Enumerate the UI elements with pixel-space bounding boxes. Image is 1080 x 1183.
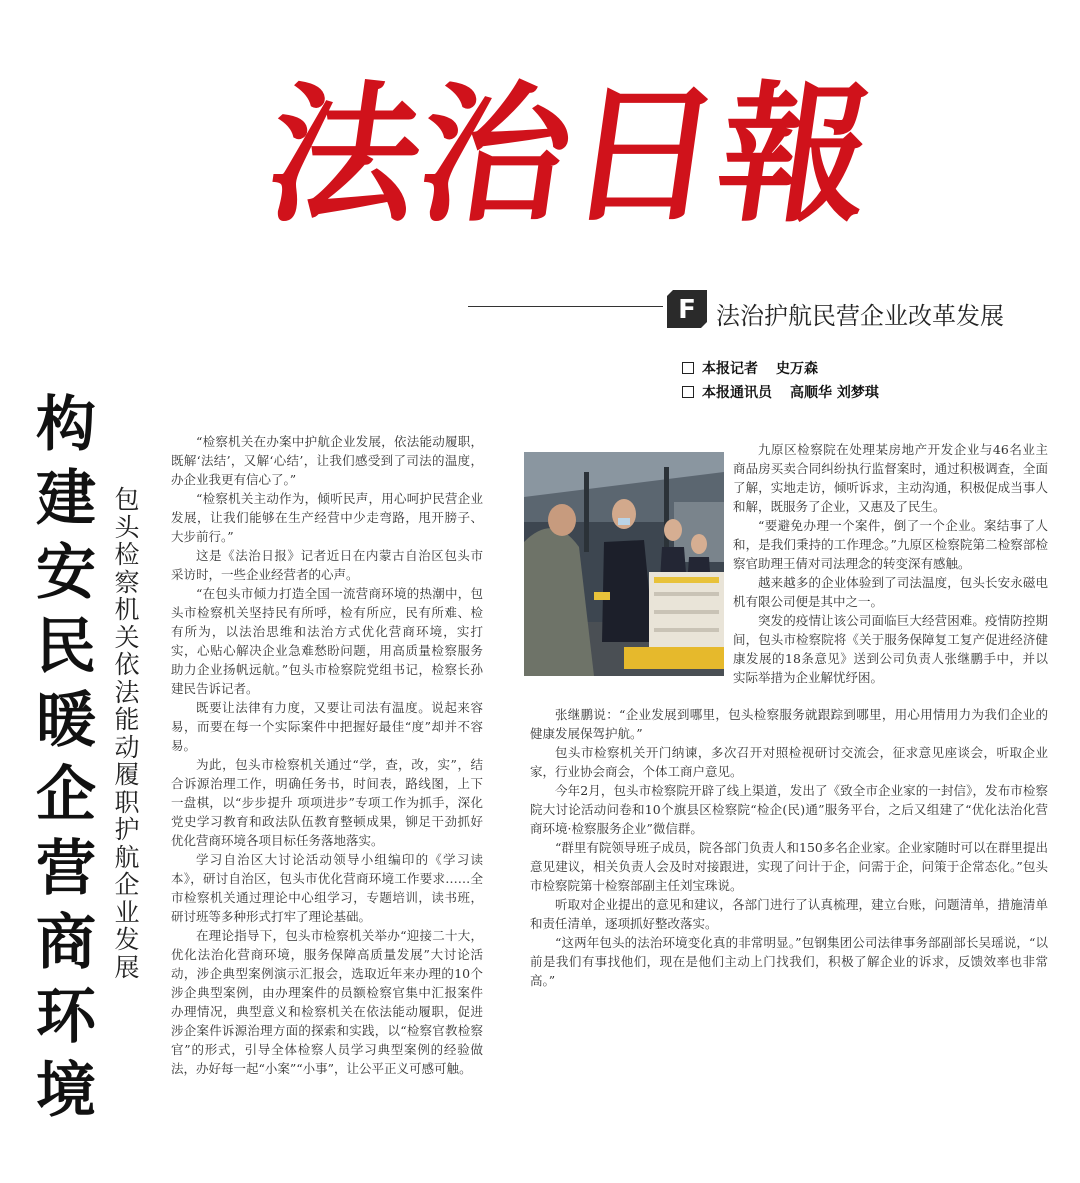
paragraph: “要避免办理一个案件，倒了一个企业。案结事了人和，是我们秉持的工作理念。”九原区检察院第二检察部检察官助理王倩对司法理念的转变深有感触。	[733, 518, 1048, 571]
article-column-left	[171, 432, 483, 1078]
headline: 构建安民暖企营商环境	[36, 390, 96, 1126]
article-column-right	[733, 440, 1048, 687]
paragraph: “在包头市倾力打造全国一流营商环境的热潮中，包头市检察机关坚持民有所呼，检有所应，民有所难、检有所为，以法治思维和法治方式优化营商环境，实打实，心贴心解决企业急难愁盼问题，用高质量检察服务助力企业扬帆远航。”包头市检察院党组书记，检察长孙建民告诉记者。	[171, 586, 483, 696]
checkbox-square-icon	[682, 386, 694, 398]
paragraph: 突发的疫情让该公司面临巨大经营困难。疫情防控期间，包头市检察院将《关于服务保障复工复产促进经济健康发展的18条意见》送到公司负责人张继鹏手中，并以实际举措为企业解忧纾困。	[733, 613, 1048, 685]
byline-role: 本报记者	[702, 361, 758, 377]
paragraph: 越来越多的企业体验到了司法温度，包头长安永磁电机有限公司便是其中之一。	[733, 575, 1048, 609]
masthead-char: 日	[557, 67, 733, 243]
paragraph: 在理论指导下，包头市检察机关举办“迎接二十大，优化法治化营商环境，服务保障高质量发展”大讨论活动，涉企典型案例演示汇报会，选取近年来办理的10个涉企典型案例，由办理案件的员额检察官集中汇报案件办理情况，典型意义和检察机关在依法能动履职，促进涉企案件诉源治理方面的探索和实践，以“检察官教检察官”的形式，引导全体检察人员学习典型案例的经验做法，办好每一起“小案”“小事”，让公平正义可感可触。	[171, 928, 483, 1076]
paragraph: 学习自治区大讨论活动领导小组编印的《学习读本》，研讨自治区，包头市优化营商环境工作要求……全市检察机关通过理论中心组学习，专题培训，读书班，研讨班等多种形式打牢了理论基础。	[171, 852, 483, 924]
masthead-char: 治	[407, 67, 583, 243]
paragraph: 包头市检察机关开门纳谏，多次召开对照检视研讨交流会，征求意见座谈会，听取企业家，行业协会商会，个体工商户意见。	[530, 745, 1048, 779]
column-divider	[468, 306, 663, 307]
paragraph: “检察机关在办案中护航企业发展，依法能动履职，既解‘法结’，又解‘心结’，让我们感受到了司法的温度，办企业我更有信心了。”	[171, 434, 483, 487]
checkbox-square-icon	[682, 362, 694, 374]
masthead-char: 法	[257, 67, 433, 243]
byline-names: 史万森	[776, 361, 818, 377]
byline-row	[682, 356, 879, 380]
paragraph: “检察机关主动作为，倾听民声，用心呵护民营企业发展，让我们能够在生产经营中少走弯路，甩开膀子、大步前行。”	[171, 491, 483, 544]
column-title: 法治护航民营企业改革发展	[716, 302, 1004, 330]
masthead-char: 報	[707, 67, 883, 243]
paragraph: 既要让法律有力度，又要让司法有温度。说起来容易，而要在每一个实际案件中把握好最佳“度”却并不容易。	[171, 700, 483, 753]
paragraph: “群里有院领导班子成员，院各部门负责人和150多名企业家。企业家随时可以在群里提出意见建议，相关负责人会及时对接跟进，实现了问计于企，问需于企，问策于企常态化。”包头市检察院第十检察部副主任刘宝珠说。	[530, 840, 1048, 893]
news-photo	[524, 452, 724, 676]
masthead-logo	[257, 40, 883, 270]
byline-row	[682, 380, 879, 404]
byline-role: 本报通讯员	[702, 385, 772, 401]
paragraph: 张继鹏说：“企业发展到哪里，包头检察服务就跟踪到哪里，用心用情用力为我们企业的健康发展保驾护航。”	[530, 707, 1048, 741]
article-column-wide	[530, 705, 1048, 990]
column-badge-icon	[667, 288, 707, 328]
paragraph: 为此，包头市检察机关通过“学，查，改，实”，结合诉源治理工作，明确任务书，时间表，路线图，上下一盘棋，以“步步提升 项项进步”专项工作为抓手，深化党史学习教育和政法队伍教育整顿成果，铆足干劲抓好优化营商环境各项目标任务落地落实。	[171, 757, 483, 848]
paragraph: 听取对企业提出的意见和建议，各部门进行了认真梳理，建立台账，问题清单，措施清单和责任清单，逐项抓好整改落实。	[530, 897, 1048, 931]
subheadline: 包头检察机关依法能动履职护航企业发展	[114, 485, 140, 982]
column-badge-letter: F	[678, 295, 696, 325]
paragraph: “这两年包头的法治环境变化真的非常明显。”包钢集团公司法律事务部副部长吴瑶说，“以前是我们有事找他们，现在是他们主动上门找我们，积极了解企业的诉求，反馈效率也非常高。”	[530, 935, 1048, 988]
paragraph: 这是《法治日报》记者近日在内蒙古自治区包头市采访时，一些企业经营者的心声。	[171, 548, 483, 582]
byline	[682, 356, 879, 404]
paragraph: 九原区检察院在处理某房地产开发企业与46名业主商品房买卖合同纠纷执行监督案时，通过积极调查，全面了解，实地走访，倾听诉求，主动沟通，积极促成当事人和解，既服务了企业，又惠及了民生。	[733, 442, 1048, 514]
paragraph: 今年2月，包头市检察院开辟了线上渠道，发出了《致全市企业家的一封信》，发布市检察院大讨论活动问卷和10个旗县区检察院“检企(民)通”服务平台，之后又组建了“优化法治化营商环境·检察服务企业”微信群。	[530, 783, 1048, 836]
byline-names: 高顺华 刘梦琪	[790, 385, 879, 401]
